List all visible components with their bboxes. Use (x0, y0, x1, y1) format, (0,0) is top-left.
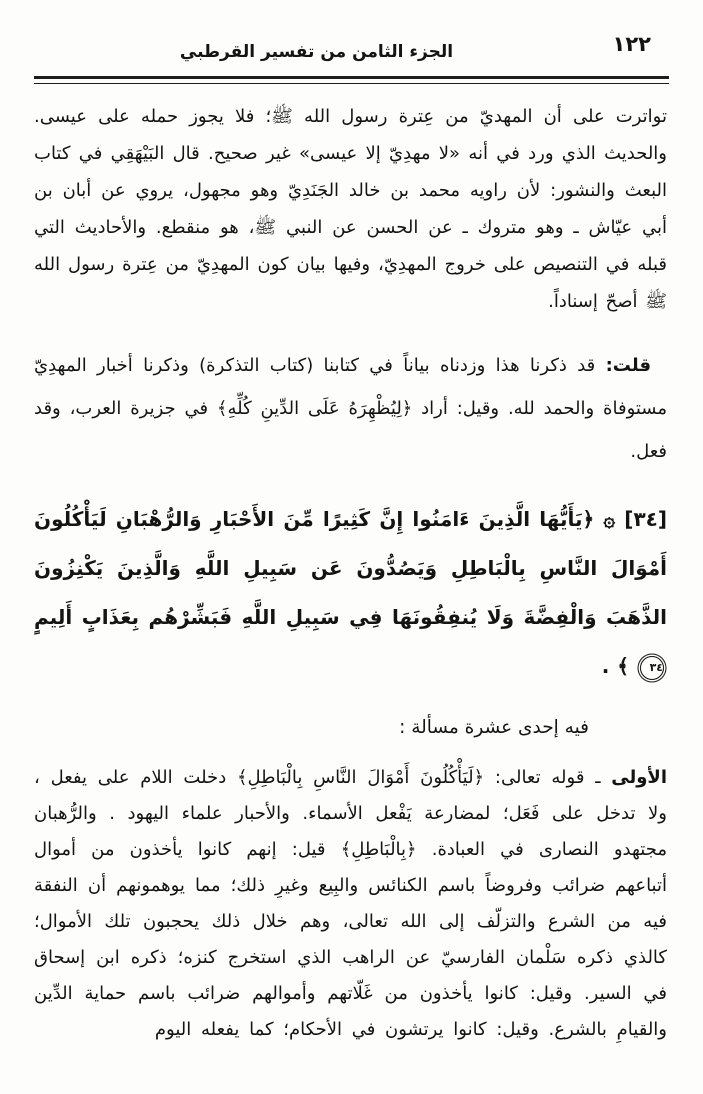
paragraph-text: ـ قوله تعالى: ﴿لَيَأْكُلُونَ أَمْوَالَ النَّاسِ بِالْبَاطِلِ﴾ دخلت اللام على يفعل ، ولا تدخل على فَعَل؛ لمضارعة يَفْعل الأسماء. والأحبار علماء اليهود . والرُّهبان مجتهدو النصارى في العبادة. ﴿بِالْبَاطِلِ﴾ قيل: إنهم كانوا يأخذون من أموال أتباعهم ضرائب وفروضاً باسم الكنائس والبِيع وغيرِ ذلك؛ مما يوهمونهم أن النفقة فيه من الشرع والتزلّف إلى الله تعالى، وهم خلال ذلك يحجبون تلك الأموال؛ كالذي ذكره سَلْمان الفارسيّ عن الراهب الذي استخرج كنزه؛ ذكره ابن إسحاق في السير. وقيل: كانوا يأخذون من غَلّاتهم وأموالهم ضرائب باسم حماية الدِّين والقيامِ بالشرع. وقيل: كانوا يرتشون في الأحكام؛ كما يفعله اليوم (34, 767, 667, 1040)
paragraph-lead-qultu: قلت: (605, 355, 651, 376)
ayah-end-medallion: ٣٤ (640, 656, 664, 680)
paragraph-first-issue (34, 760, 667, 1048)
issues-count-line: فيه إحدى عشرة مسألة : (399, 717, 589, 738)
verse-closing-bracket: ﴾ . (601, 654, 630, 678)
running-title: الجزء الثامن من تفسير القرطبي (179, 42, 454, 62)
verse-bracket-number: [٣٤] (624, 507, 667, 531)
quran-verse-block (34, 495, 667, 691)
page-body (0, 84, 703, 1048)
paragraph-mahdi-hadith: تواترت على أن المهديّ من عِترة رسول الله ﷺ؛ فلا يجوز حمله على عيسى. والحديث الذي ورد في أنه «لا مهدِيّ إلا عيسى» غير صحيح. قال البَيْهَقِي في كتاب البعث والنشور: لأن راويه محمد بن خالد الجَنَدِيّ وهو مجهول، يروي عن أبان بن أبي عيّاش ـ وهو متروك ـ عن الحسن عن النبي ﷺ، هو منقطع. والأحاديث التي قبله في التنصيص على خروج المهدِيّ، وفيها بيان كون المهدِيّ من عِترة رسول الله ﷺ أصحّ إسناداً. (34, 106, 667, 312)
paragraph-lead-first: الأولى (611, 767, 667, 788)
page-number: ١٢٢ (612, 32, 651, 56)
paragraph-text: قد ذكرنا هذا وزدناه بياناً في كتابنا (كتاب التذكرة) وذكرنا أخبار المهدِيّ مستوفاة والحمد لله. وقيل: أراد ﴿لِيُظْهِرَهُ عَلَى الدِّينِ كُلِّهِ﴾ في جزيرة العرب، وقد فعل. (34, 355, 667, 462)
verse-text: ۞ ﴿يَأَيُّهَا الَّذِينَ ءَامَنُوا إِنَّ كَثِيرًا مِّنَ الأَحْبَارِ وَالرُّهْبَانِ لَيَأْكُلُونَ أَمْوَالَ النَّاسِ بِالْبَاطِلِ وَيَصُدُّونَ عَن سَبِيلِ اللَّهِ وَالَّذِينَ يَكْنِزُونَ الذَّهَبَ وَالْفِضَّةَ وَلَا يُنفِقُونَهَا فِي سَبِيلِ اللَّهِ فَبَشِّرْهُم بِعَذَابٍ أَلِيمٍ (34, 507, 667, 629)
page-header (0, 0, 703, 76)
paragraph-qultu (34, 344, 667, 473)
header-divider-rule (34, 76, 669, 84)
